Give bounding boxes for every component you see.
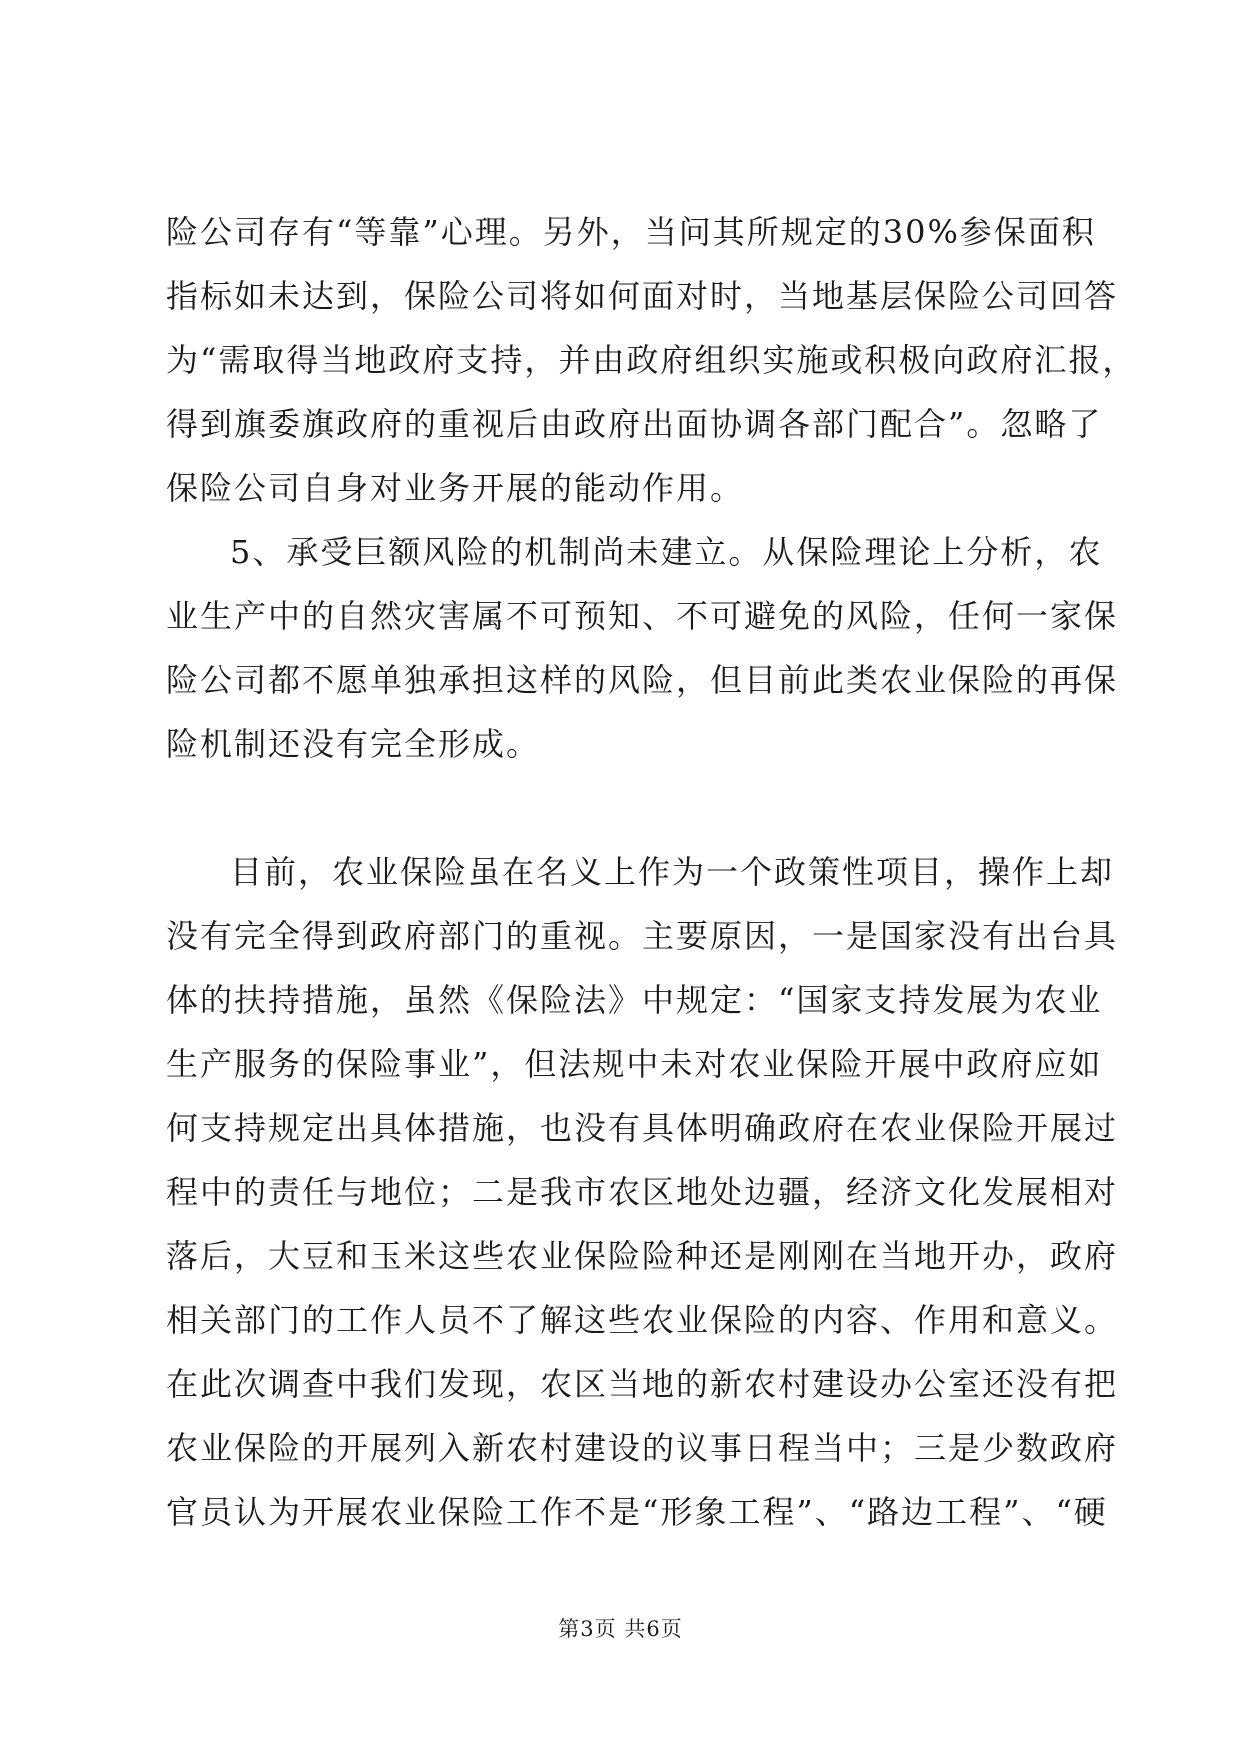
paragraph-1-line-1: 险公司存有“等靠”心理。另外，当问其所规定的30%参保面积 <box>166 213 1096 251</box>
paragraph-3-line-6: 程中的责任与地位；二是我市农区地处边疆，经济文化发展相对 <box>166 1173 1119 1211</box>
paragraph-2-line-4: 险机制还没有完全形成。 <box>166 725 541 763</box>
paragraph-3-line-3: 体的扶持措施，虽然《保险法》中规定：“国家支持发展为农业 <box>166 981 1103 1019</box>
paragraph-1-line-4: 得到旗委旗政府的重视后由政府出面协调各部门配合”。忽略了 <box>166 405 1103 443</box>
paragraph-1-line-2: 指标如未达到，保险公司将如何面对时，当地基层保险公司回答 <box>166 277 1119 315</box>
paragraph-3-line-4: 生产服务的保险事业”，但法规中未对农业保险开展中政府应如 <box>166 1045 1103 1083</box>
paragraph-3-line-9: 在此次调查中我们发现，农区当地的新农村建设办公室还没有把 <box>166 1365 1119 1403</box>
page-footer: 第3页 共6页 <box>558 1617 683 1641</box>
paragraph-2-line-3: 险公司都不愿单独承担这样的风险，但目前此类农业保险的再保 <box>166 661 1119 699</box>
paragraph-2-line-1: 5、承受巨额风险的机制尚未建立。从保险理论上分析，农 <box>230 533 1103 571</box>
paragraph-2-line-2: 业生产中的自然灾害属不可预知、不可避免的风险，任何一家保 <box>166 597 1119 635</box>
paragraph-3-line-11: 官员认为开展农业保险工作不是“形象工程”、“路边工程”、“硬 <box>166 1493 1108 1531</box>
paragraph-3-line-2: 没有完全得到政府部门的重视。主要原因，一是国家没有出台具 <box>166 917 1119 955</box>
paragraph-3-line-8: 相关部门的工作人员不了解这些农业保险的内容、作用和意义。 <box>166 1301 1119 1339</box>
paragraph-3-line-7: 落后，大豆和玉米这些农业保险险种还是刚刚在当地开办，政府 <box>166 1237 1119 1275</box>
paragraph-1-line-3: 为“需取得当地政府支持，并由政府组织实施或积极向政府汇报， <box>166 341 1137 379</box>
paragraph-3-line-5: 何支持规定出具体措施，也没有具体明确政府在农业保险开展过 <box>166 1109 1119 1147</box>
paragraph-3-line-10: 农业保险的开展列入新农村建设的议事日程当中；三是少数政府 <box>166 1429 1119 1467</box>
paragraph-1-line-5: 保险公司自身对业务开展的能动作用。 <box>166 469 745 507</box>
paragraph-3-line-1: 目前，农业保险虽在名义上作为一个政策性项目，操作上却 <box>230 853 1115 891</box>
